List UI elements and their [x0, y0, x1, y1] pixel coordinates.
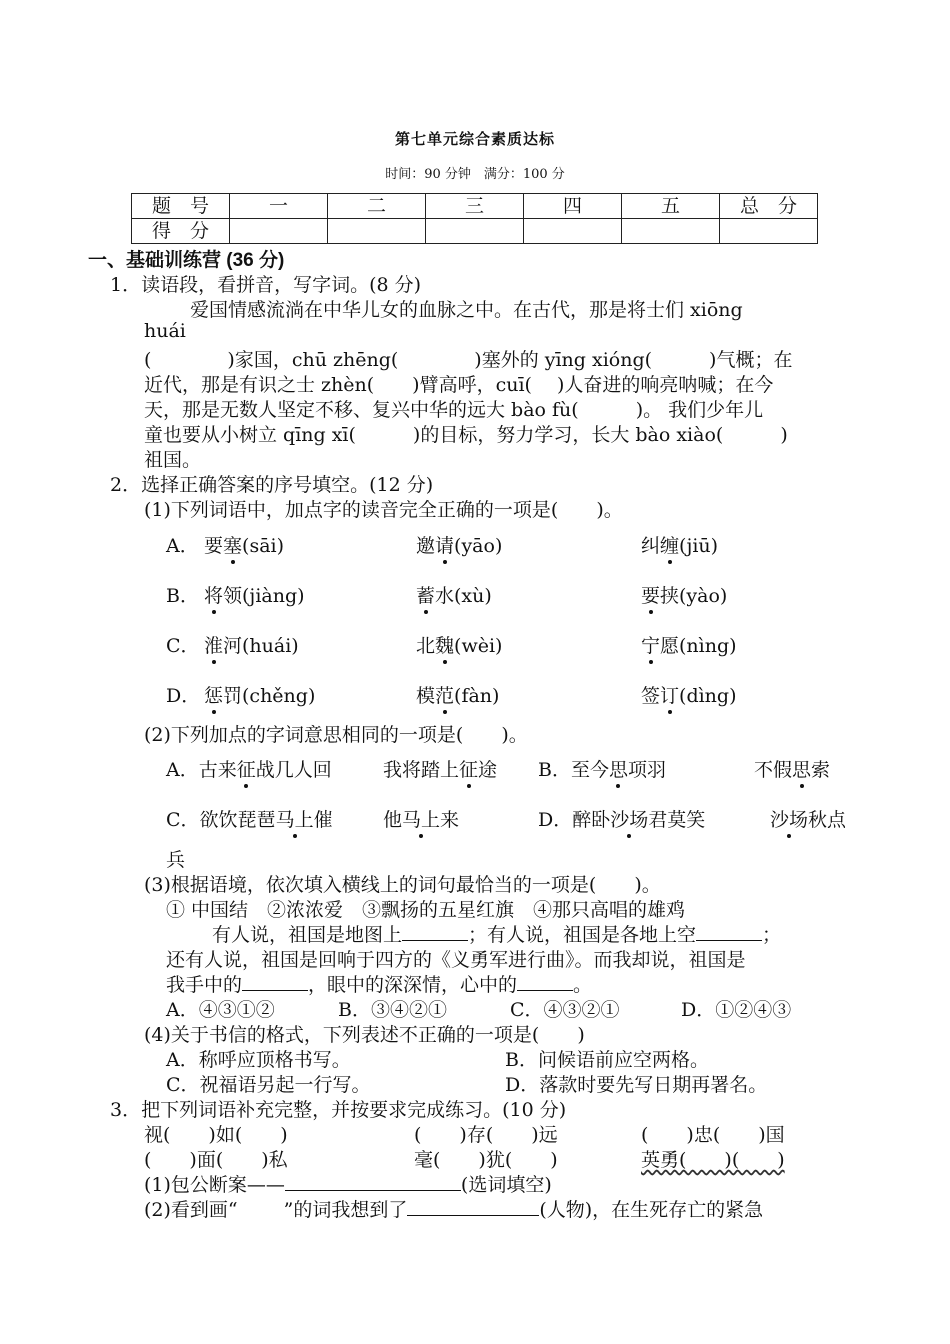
q2-sub2-wrap: 兵	[166, 849, 186, 871]
score-input-cell[interactable]	[622, 219, 720, 244]
choice-a[interactable]: A．④③①②	[166, 999, 275, 1021]
fill-blank[interactable]	[402, 922, 468, 941]
q1-line: 爱国情感流淌在中华儿女的血脉之中。在古代，那是将士们 xiōng	[190, 299, 743, 321]
q2-sub3-para	[166, 970, 592, 997]
option-row-c[interactable]	[166, 631, 737, 658]
text: ；有人说，祖国是各地上空	[468, 924, 697, 946]
dotted-char: 将	[204, 585, 224, 607]
dotted-chars: 马上	[402, 809, 441, 831]
word-part: 途	[478, 759, 498, 781]
text: ；	[762, 924, 782, 946]
word-part: 项羽	[628, 759, 667, 781]
dotted-chars: 沙场	[610, 809, 649, 831]
score-input-cell[interactable]	[426, 219, 524, 244]
word-part: 至今	[570, 759, 609, 781]
word-part: (jiū)	[679, 535, 719, 557]
q1-line: 祖国。	[144, 449, 202, 471]
word-part: 我将踏上	[383, 759, 460, 781]
idiom-fill[interactable]: 毫( )犹( )	[414, 1149, 558, 1171]
idiom-fill[interactable]: 视( )如( )	[144, 1124, 288, 1146]
word-part: 催	[313, 809, 333, 831]
word-part: 来	[440, 809, 460, 831]
option-row-b[interactable]	[166, 581, 728, 608]
score-cell: 三	[426, 194, 524, 219]
q2-sub3-para: 还有人说，祖国是回响于四方的《义勇军进行曲》。而我却说，祖国是	[166, 949, 746, 971]
word-part: 纠	[641, 535, 661, 557]
score-cell: 五	[622, 194, 720, 219]
option-label: D．	[538, 809, 573, 831]
word-part: 要	[204, 535, 224, 557]
score-table	[131, 193, 818, 244]
idiom-fill-wavy[interactable]: 英勇( )( )	[641, 1149, 785, 1171]
dotted-char: 蓄	[416, 585, 436, 607]
word-part: 北	[416, 635, 436, 657]
score-table-header-row	[132, 194, 818, 219]
fill-blank[interactable]	[696, 922, 762, 941]
idiom-fill[interactable]: ( )面( )私	[144, 1149, 288, 1171]
dotted-char: 缠	[660, 535, 680, 557]
score-cell: 题 号	[132, 194, 230, 219]
question-2-title: 2．选择正确答案的序号填空。(12 分)	[110, 474, 434, 496]
score-cell: 二	[328, 194, 426, 219]
word-part: 领(jiàng)	[223, 585, 305, 607]
word-part: 不假	[754, 759, 793, 781]
q2-sub2-stem: (2)下列加点的字词意思相同的一项是( )。	[144, 724, 528, 746]
word-part: 愿(nìng)	[660, 635, 737, 657]
dotted-chars: 马上	[275, 809, 314, 831]
option-label: B．	[166, 585, 199, 607]
word-part: 河(huái)	[223, 635, 299, 657]
dotted-char: 征	[236, 759, 256, 781]
option-label: C．	[166, 635, 200, 657]
word-part: (yāo)	[454, 535, 503, 557]
option-label: A．	[166, 535, 199, 557]
score-input-cell[interactable]	[524, 219, 622, 244]
question-3-title: 3．把下列词语补充完整，并按要求完成练习。(10 分)	[110, 1099, 567, 1121]
q2-sub3-para	[212, 920, 781, 947]
fill-blank[interactable]	[242, 972, 308, 991]
score-input-cell[interactable]	[720, 219, 818, 244]
score-cell: 四	[524, 194, 622, 219]
choice-d[interactable]: D．落款时要先写日期再署名。	[505, 1074, 768, 1096]
idiom-fill[interactable]: ( )存( )远	[414, 1124, 558, 1146]
section-heading: 一、基础训练营 (36 分)	[88, 250, 285, 271]
dotted-chars: 沙场	[770, 809, 809, 831]
dotted-char: 宁	[641, 635, 661, 657]
page-title: 第七单元综合素质达标	[394, 130, 555, 148]
choice-c[interactable]: C．祝福语另起一行写。	[166, 1074, 371, 1096]
dotted-char: 魏	[435, 635, 455, 657]
text: (1)包公断案——	[144, 1174, 285, 1196]
dotted-char: 征	[459, 759, 479, 781]
q1-line: huái	[144, 320, 186, 342]
choice-a[interactable]: A．称呼应顶格书写。	[166, 1049, 351, 1071]
q1-line: 天，那是无数人坚定不移、复兴中华的远大 bào fù( )。 我们少年儿	[144, 399, 764, 421]
option-row-b[interactable]	[538, 755, 831, 782]
option-row-a[interactable]	[166, 531, 719, 558]
word-part: 醉卧	[572, 809, 611, 831]
dotted-char: 请	[435, 535, 455, 557]
option-row-d[interactable]	[538, 805, 847, 832]
word-part: (wèi)	[454, 635, 503, 657]
word-part: 战几人回	[255, 759, 332, 781]
dotted-char: 订	[660, 685, 680, 707]
text: 。	[573, 974, 593, 996]
q1-line: 童也要从小树立 qīng xī( )的目标，努力学习，长大 bào xiào( )	[144, 424, 788, 446]
text: ”的词我想到了	[283, 1199, 408, 1221]
score-input-cell[interactable]	[328, 219, 426, 244]
word-part: (fàn)	[454, 685, 500, 707]
text: 有人说，祖国是地图上	[212, 924, 403, 946]
exam-info: 时间：90 分钟 满分：100 分	[385, 167, 565, 182]
option-row-d[interactable]	[166, 681, 737, 708]
idiom-fill[interactable]: ( )忠( )国	[641, 1124, 785, 1146]
q3-sub2	[144, 1195, 763, 1222]
q2-sub1-stem: (1)下列词语中，加点字的读音完全正确的一项是( )。	[144, 499, 623, 521]
dotted-char: 范	[435, 685, 455, 707]
text: (人物)，在生死存亡的紧急	[539, 1199, 764, 1221]
word-part: (sāi)	[242, 535, 285, 557]
dotted-char: 要	[641, 585, 661, 607]
choice-b[interactable]: B．问候语前应空两格。	[505, 1049, 709, 1071]
word-part: 邀	[416, 535, 436, 557]
score-cell: 总 分	[720, 194, 818, 219]
word-part: 秋点	[808, 809, 847, 831]
dotted-char: 塞	[223, 535, 243, 557]
word-part: 他	[383, 809, 403, 831]
score-cell: 得 分	[132, 219, 230, 244]
word-part: 水(xù)	[435, 585, 492, 607]
q2-sub3-options: ① 中国结 ②浓浓爱 ③飘扬的五星红旗 ④那只高唱的雄鸡	[166, 899, 686, 921]
fill-blank[interactable]	[407, 1197, 539, 1216]
dotted-char: 思	[608, 759, 628, 781]
question-1-title: 1．读语段，看拼音，写字词。(8 分)	[110, 274, 422, 296]
word-part: 模	[416, 685, 436, 707]
fill-blank[interactable]	[285, 1172, 461, 1191]
text: (选词填空)	[460, 1174, 552, 1196]
choice-c[interactable]: C．④③②①	[510, 999, 620, 1021]
dotted-char: 惩	[204, 685, 224, 707]
choice-b[interactable]: B．③④②①	[338, 999, 447, 1021]
q2-sub3-stem: (3)根据语境，依次填入横线上的词句最恰当的一项是( )。	[144, 874, 661, 896]
option-label: B．	[538, 759, 571, 781]
score-table-score-row	[132, 219, 818, 244]
score-input-cell[interactable]	[230, 219, 328, 244]
dotted-char: 淮	[204, 635, 224, 657]
word-part: 古来	[198, 759, 237, 781]
choice-d[interactable]: D．①②④③	[681, 999, 792, 1021]
option-row-c[interactable]	[166, 805, 460, 832]
word-part: (dìng)	[679, 685, 737, 707]
option-label: D．	[166, 685, 201, 707]
word-part: 索	[811, 759, 831, 781]
word-part: 欲饮琵琶	[199, 809, 276, 831]
option-row-a[interactable]	[166, 755, 498, 782]
word-part: 签	[641, 685, 661, 707]
word-part: 君莫笑	[648, 809, 706, 831]
word-part: 罚(chěng)	[223, 685, 316, 707]
score-cell: 一	[230, 194, 328, 219]
text: (2)看到画“	[144, 1199, 238, 1221]
q2-sub4-stem: (4)关于书信的格式，下列表述不正确的一项是( )	[144, 1024, 585, 1046]
q3-sub1	[144, 1170, 552, 1197]
q1-line: ( )家国，chū zhēng( )塞外的 yīng xióng( )气概；在	[144, 349, 793, 371]
word-part: 挟(yào)	[660, 585, 728, 607]
text: 我手中的	[166, 974, 243, 996]
dotted-char: 思	[792, 759, 812, 781]
option-label: C．	[166, 809, 200, 831]
q1-line: 近代，那是有识之士 zhèn( )臂高呼，cuī( )人奋进的响亮呐喊；在今	[144, 374, 774, 396]
fill-blank[interactable]	[517, 972, 573, 991]
option-label: A．	[166, 759, 199, 781]
wavy-mark	[238, 1199, 284, 1221]
text: ，眼中的深深情，心中的	[308, 974, 518, 996]
